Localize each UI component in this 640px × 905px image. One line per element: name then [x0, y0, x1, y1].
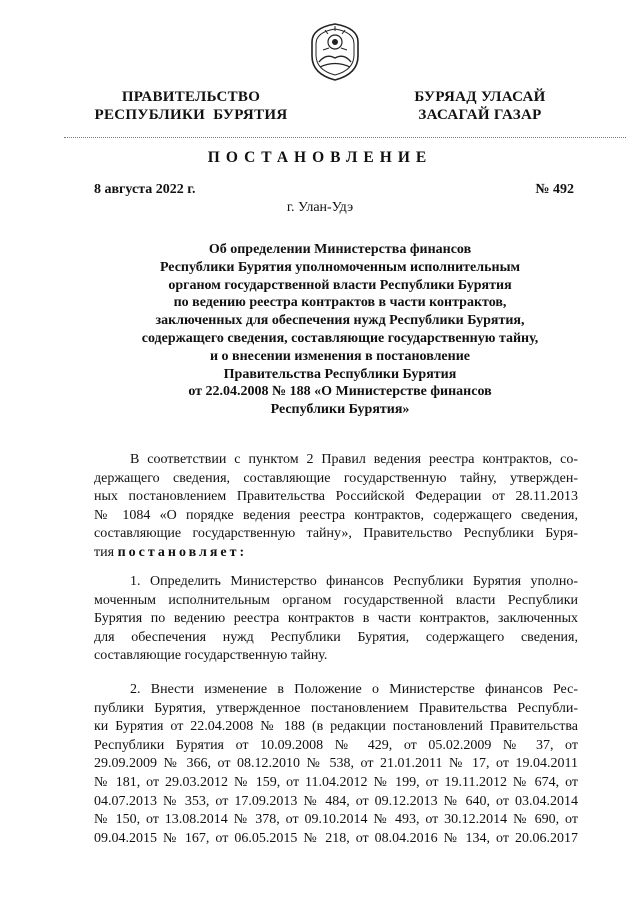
preamble-line: держащего сведения, составляющие государственную тайну, утвержден- — [94, 470, 578, 486]
para2-line: 09.04.2015 № 167, от 06.05.2015 № 218, от 08.04.2016 № 134, от 20.06.2017 — [94, 830, 578, 846]
para2-line: Республики Бурятия от 10.09.2008 № 429, от 05.02.2009 № 37, от — [94, 737, 578, 753]
title-line: Республики Бурятия уполномоченным исполнительным — [159, 259, 521, 275]
para2-line: 04.07.2013 № 353, от 17.09.2013 № 484, от 09.12.2013 № 640, от 03.04.2014 — [94, 793, 578, 809]
preamble-line: № 1084 «О порядке ведения реестра контрактов, содержащего сведения, — [94, 507, 578, 523]
title-line: заключенных для обеспечения нужд Республики Бурятия, — [155, 313, 525, 329]
document-date: 8 августа 2022 г. — [94, 182, 196, 197]
document-title — [110, 241, 570, 419]
government-name-buryat — [390, 88, 570, 124]
preamble-tail: тия — [94, 544, 118, 560]
para2-line: 2. Внести изменение в Положение о Министерстве финансов Рес- — [130, 682, 578, 697]
para2-line: публики Бурятия, утвержденное постановлением Правительства Республи- — [94, 700, 578, 716]
header-left-line2: РЕСПУБЛИКИ БУРЯТИЯ — [94, 107, 288, 123]
title-line: органом государственной власти Республики Бурятия — [168, 277, 512, 293]
header-left-line1: ПРАВИТЕЛЬСТВО — [121, 89, 261, 105]
document-city: г. Улан-Удэ — [286, 200, 354, 215]
title-line: содержащего сведения, составляющие государственную тайну, — [141, 330, 539, 346]
preamble-line: составляющие государственную тайну», Правительство Республики Буря- — [94, 526, 578, 542]
para1-line: Бурятия по ведению реестра контрактов в части контрактов, заключенных — [94, 611, 578, 627]
para1-line: 1. Определить Министерство финансов Республики Бурятия уполно- — [130, 574, 578, 589]
para1-line: составляющие государственную тайну. — [94, 648, 328, 664]
para1-line: для обеспечения нужд Республики Бурятия, содержащего сведения, — [94, 629, 578, 645]
para2-line: ки Бурятия от 22.04.2008 № 188 (в редакции постановлений Правительства — [94, 719, 578, 735]
title-line: Об определении Министерства финансов — [208, 242, 472, 257]
document-number: № 492 — [535, 182, 574, 197]
government-name-russian — [76, 88, 306, 124]
preamble-line — [94, 544, 578, 563]
para2-line: № 181, от 29.03.2012 № 159, от 11.04.2012 № 199, от 19.11.2012 № 674, от — [94, 774, 578, 790]
paragraph-1 — [94, 573, 578, 666]
para1-line: моченным исполнительным органом государственной власти Республики — [94, 592, 578, 608]
document-type: ПОСТАНОВЛЕНИЕ — [207, 149, 433, 166]
preamble-line: В соответствии с пунктом 2 Правил ведения реестра контрактов, со- — [130, 452, 578, 467]
para2-line: № 150, от 13.08.2014 № 378, от 09.10.2014 № 493, от 30.12.2014 № 690, от — [94, 812, 578, 828]
title-line: от 22.04.2008 № 188 «О Министерстве финансов — [188, 384, 492, 400]
header-separator — [64, 137, 626, 138]
resolves-word: постановляет: — [117, 544, 248, 560]
title-line: Республики Бурятия» — [270, 402, 410, 418]
preamble-paragraph — [94, 451, 578, 563]
title-line: и о внесении изменения в постановление — [209, 348, 470, 364]
preamble-line: ных постановлением Правительства Российской Федерации от 28.11.2013 — [94, 489, 578, 505]
header-right-line2: ЗАСАГАЙ ГАЗАР — [418, 107, 542, 123]
paragraph-2 — [94, 681, 578, 848]
para2-line: 29.09.2009 № 366, от 08.12.2010 № 538, от 21.01.2011 № 17, от 19.04.2011 — [94, 756, 578, 772]
title-line: Правительства Республики Бурятия — [223, 366, 457, 382]
title-line: по ведению реестра контрактов в части контрактов, — [173, 295, 507, 311]
header-right-line1: БУРЯАД УЛАСАЙ — [414, 89, 546, 105]
coat-of-arms-icon — [306, 20, 364, 82]
